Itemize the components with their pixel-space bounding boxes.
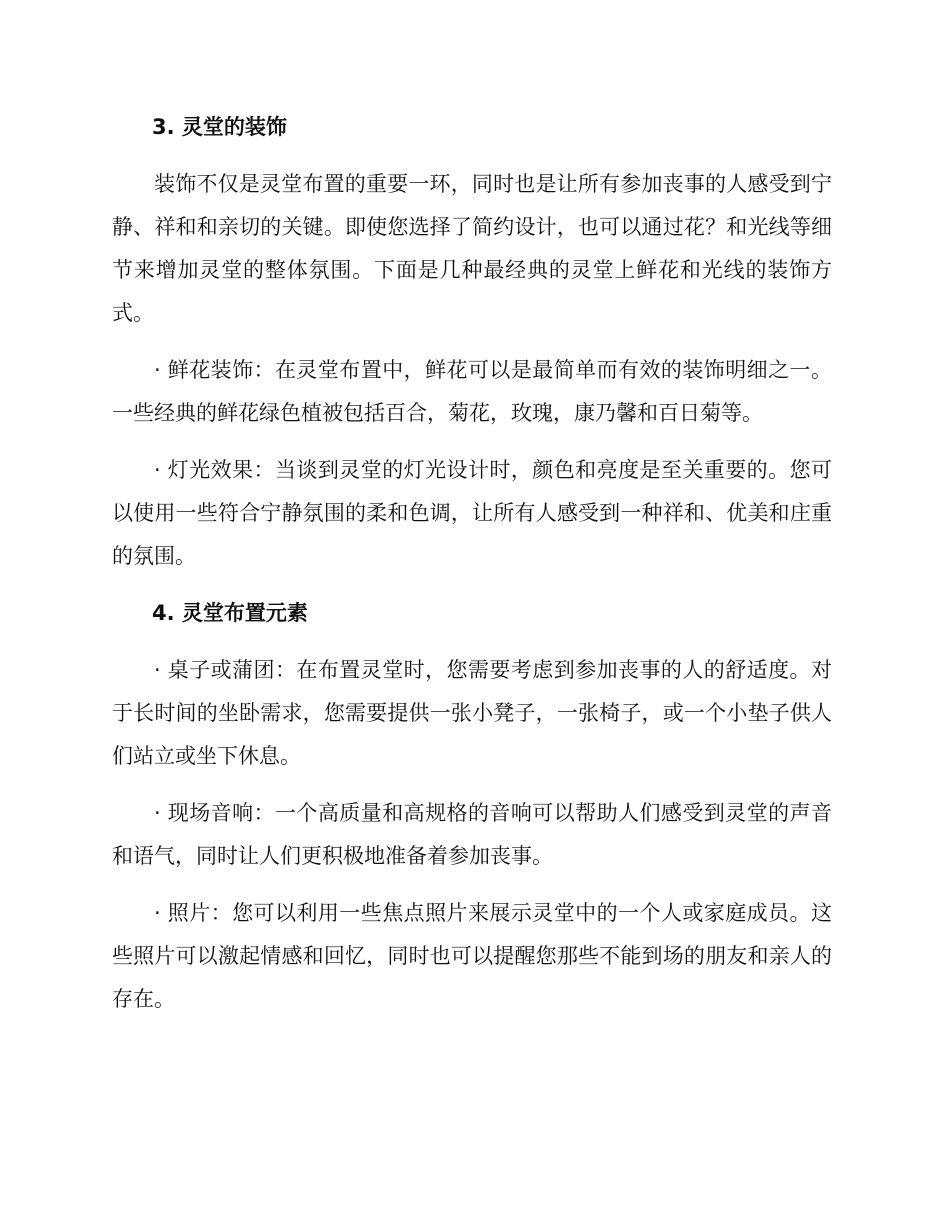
lighting-effect-item: · 灯光效果：当谈到灵堂的灯光设计时，颜色和亮度是至关重要的。您可以使用一些符合宁静氛围的柔和色调，让所有人感受到一种祥和、优美和庄重的氛围。	[112, 458, 832, 568]
decoration-intro-paragraph: 装饰不仅是灵堂布置的重要一环，同时也是让所有参加丧事的人感受到宁静、祥和和亲切的关键。即使您选择了简约设计，也可以通过花？和光线等细节来增加灵堂的整体氛围。下面是几种最经典的灵堂上鲜花和光线的装饰方式。	[112, 172, 832, 325]
sound-system-item: · 现场音响：一个高质量和高规格的音响可以帮助人们感受到灵堂的声音和语气，同时让人们更积极地准备着参加丧事。	[112, 801, 832, 868]
photos-item: · 照片：您可以利用一些焦点照片来展示灵堂中的一个人或家庭成员。这些照片可以激起情感和回忆，同时也可以提醒您那些不能到场的朋友和亲人的存在。	[112, 901, 832, 1011]
section-heading-layout-elements: 4. 灵堂布置元素	[152, 601, 308, 625]
table-cushion-item: · 桌子或蒲团：在布置灵堂时，您需要考虑到参加丧事的人的舒适度。对于长时间的坐卧需求，您需要提供一张小凳子，一张椅子，或一个小垫子供人们站立或坐下休息。	[112, 658, 832, 768]
section-heading-decoration: 3. 灵堂的装饰	[152, 115, 287, 139]
document-page	[112, 106, 832, 1021]
flower-decoration-item: · 鲜花装饰：在灵堂布置中，鲜花可以是最简单而有效的装饰明细之一。一些经典的鲜花绿色植被包括百合，菊花，玫瑰，康乃馨和百日菊等。	[112, 358, 832, 425]
